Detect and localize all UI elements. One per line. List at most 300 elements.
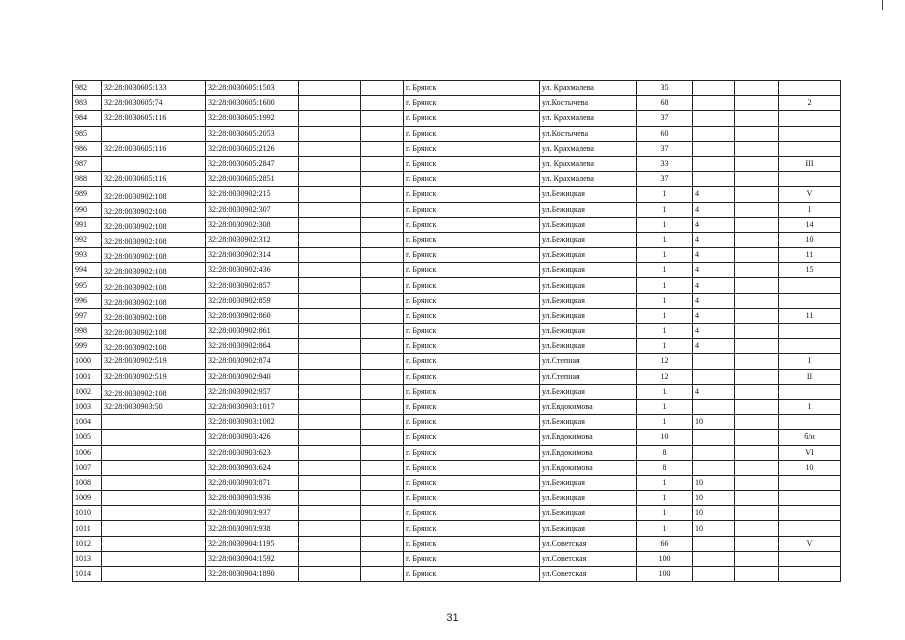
cadastral-block-cell [102,445,206,460]
row-number-cell: 982 [73,81,102,96]
table-row [73,445,841,460]
house-number-cell: 8 [637,460,693,475]
row-number-cell: 984 [73,111,102,126]
house-number-cell: 68 [637,96,693,111]
street-cell: ул.Евдокимова [540,460,637,475]
flat-cell [735,445,779,460]
street-cell: ул. Крахмалева [540,156,637,171]
building-cell: 4 [693,324,735,339]
table-row [73,96,841,111]
city-cell: г. Брянск [404,96,540,111]
cadastral-registry-table [72,80,841,582]
building-cell [693,445,735,460]
cadastral-object-cell: 32:28:0030902:859 [206,293,299,308]
row-number-cell: 1007 [73,460,102,475]
house-number-cell: 12 [637,354,693,369]
street-cell: ул.Степная [540,354,637,369]
empty-cell [299,202,361,217]
empty-cell [361,172,404,187]
street-cell: ул.Степная [540,369,637,384]
empty-cell [361,445,404,460]
cadastral-object-cell: 32:28:0030903:938 [206,521,299,536]
building-cell: 10 [693,521,735,536]
empty-cell [361,475,404,490]
row-number-cell: 990 [73,202,102,217]
table-row [73,263,841,278]
street-cell: ул.Евдокимова [540,399,637,414]
row-number-cell: 1014 [73,567,102,582]
city-cell: г. Брянск [404,232,540,247]
premises-cell: 11 [779,308,841,323]
cadastral-block-cell: 32:28:0030902:108 [102,232,206,247]
premises-cell: VI [779,445,841,460]
cadastral-object-cell: 32:28:0030605:1503 [206,81,299,96]
city-cell: г. Брянск [404,339,540,354]
building-cell [693,567,735,582]
city-cell: г. Брянск [404,187,540,202]
house-number-cell: 1 [637,415,693,430]
cadastral-block-cell [102,491,206,506]
cadastral-block-cell: 32:28:0030902:519 [102,354,206,369]
building-cell [693,172,735,187]
table-row [73,217,841,232]
cadastral-object-cell: 32:28:0030902:215 [206,187,299,202]
empty-cell [361,217,404,232]
house-number-cell: 1 [637,324,693,339]
row-number-cell: 999 [73,339,102,354]
street-cell: ул.Бежицкая [540,521,637,536]
empty-cell [299,141,361,156]
empty-cell [299,172,361,187]
empty-cell [299,536,361,551]
premises-cell [779,111,841,126]
building-cell: 4 [693,339,735,354]
cadastral-block-cell: 32:28:0030902:108 [102,293,206,308]
city-cell: г. Брянск [404,445,540,460]
flat-cell [735,96,779,111]
street-cell: ул.Бежицкая [540,202,637,217]
street-cell: ул.Бежицкая [540,506,637,521]
table-row [73,141,841,156]
city-cell: г. Брянск [404,521,540,536]
flat-cell [735,384,779,399]
city-cell: г. Брянск [404,567,540,582]
empty-cell [299,369,361,384]
house-number-cell: 1 [637,217,693,232]
city-cell: г. Брянск [404,369,540,384]
cadastral-block-cell [102,460,206,475]
flat-cell [735,248,779,263]
empty-cell [361,369,404,384]
flat-cell [735,506,779,521]
table-row [73,506,841,521]
row-number-cell: 988 [73,172,102,187]
empty-cell [361,96,404,111]
flat-cell [735,324,779,339]
building-cell: 4 [693,217,735,232]
cadastral-object-cell: 32:28:0030903:624 [206,460,299,475]
cadastral-block-cell: 32:28:0030903:50 [102,399,206,414]
empty-cell [299,232,361,247]
table-row [73,551,841,566]
street-cell: ул. Крахмалева [540,81,637,96]
house-number-cell: 10 [637,430,693,445]
table-row [73,111,841,126]
row-number-cell: 989 [73,187,102,202]
table-row [73,521,841,536]
cadastral-block-cell: 32:28:0030902:108 [102,248,206,263]
city-cell: г. Брянск [404,293,540,308]
cadastral-object-cell: 32:28:0030605:2851 [206,172,299,187]
city-cell: г. Брянск [404,248,540,263]
house-number-cell: 35 [637,81,693,96]
street-cell: ул.Бежицкая [540,217,637,232]
empty-cell [361,415,404,430]
empty-cell [361,491,404,506]
empty-cell [361,506,404,521]
street-cell: ул. Крахмалева [540,141,637,156]
row-number-cell: 987 [73,156,102,171]
street-cell: ул. Крахмалева [540,172,637,187]
flat-cell [735,141,779,156]
city-cell: г. Брянск [404,202,540,217]
cadastral-object-cell: 32:28:0030903:936 [206,491,299,506]
row-number-cell: 1006 [73,445,102,460]
empty-cell [361,430,404,445]
building-cell [693,126,735,141]
empty-cell [299,491,361,506]
street-cell: ул.Бежицкая [540,491,637,506]
row-number-cell: 998 [73,324,102,339]
table-row [73,202,841,217]
building-cell [693,399,735,414]
house-number-cell: 1 [637,293,693,308]
city-cell: г. Брянск [404,278,540,293]
house-number-cell: 1 [637,248,693,263]
flat-cell [735,278,779,293]
street-cell: ул.Бежицкая [540,187,637,202]
flat-cell [735,232,779,247]
cadastral-object-cell: 32:28:0030902:957 [206,384,299,399]
empty-cell [361,339,404,354]
flat-cell [735,217,779,232]
empty-cell [361,324,404,339]
house-number-cell: 100 [637,567,693,582]
building-cell [693,96,735,111]
cadastral-block-cell: 32:28:0030902:108 [102,278,206,293]
empty-cell [361,308,404,323]
cadastral-block-cell: 32:28:0030902:108 [102,308,206,323]
cadastral-block-cell: 32:28:0030902:519 [102,369,206,384]
cadastral-object-cell: 32:28:0030605:2847 [206,156,299,171]
table-row [73,460,841,475]
table-row [73,187,841,202]
city-cell: г. Брянск [404,81,540,96]
table-row [73,232,841,247]
empty-cell [299,430,361,445]
cadastral-block-cell [102,156,206,171]
flat-cell [735,521,779,536]
cadastral-object-cell: 32:28:0030605:1992 [206,111,299,126]
cadastral-object-cell: 32:28:0030903:1017 [206,399,299,414]
flat-cell [735,460,779,475]
premises-cell [779,551,841,566]
table-row [73,399,841,414]
city-cell: г. Брянск [404,551,540,566]
building-cell [693,460,735,475]
cadastral-object-cell: 32:28:0030902:857 [206,278,299,293]
flat-cell [735,551,779,566]
table-row [73,384,841,399]
cadastral-object-cell: 32:28:0030903:426 [206,430,299,445]
empty-cell [361,521,404,536]
row-number-cell: 1000 [73,354,102,369]
cadastral-block-cell: 32:28:0030902:108 [102,202,206,217]
registry-table-body [73,81,841,582]
building-cell: 4 [693,202,735,217]
flat-cell [735,263,779,278]
row-number-cell: 1009 [73,491,102,506]
cadastral-object-cell: 32:28:0030903:623 [206,445,299,460]
empty-cell [299,567,361,582]
house-number-cell: 37 [637,111,693,126]
empty-cell [361,187,404,202]
street-cell: ул.Советская [540,551,637,566]
cadastral-block-cell: 32:28:0030605:74 [102,96,206,111]
building-cell [693,536,735,551]
city-cell: г. Брянск [404,156,540,171]
empty-cell [361,399,404,414]
empty-cell [299,111,361,126]
empty-cell [299,96,361,111]
flat-cell [735,293,779,308]
flat-cell [735,415,779,430]
cadastral-block-cell: 32:28:0030605:116 [102,111,206,126]
flat-cell [735,308,779,323]
table-row [73,475,841,490]
city-cell: г. Брянск [404,491,540,506]
premises-cell [779,384,841,399]
building-cell [693,81,735,96]
empty-cell [299,384,361,399]
house-number-cell: 37 [637,172,693,187]
cadastral-block-cell: 32:28:0030902:108 [102,263,206,278]
empty-cell [299,551,361,566]
cadastral-block-cell: 32:28:0030605:116 [102,141,206,156]
street-cell: ул.Бежицкая [540,339,637,354]
building-cell: 10 [693,475,735,490]
empty-cell [361,232,404,247]
row-number-cell: 996 [73,293,102,308]
house-number-cell: 8 [637,445,693,460]
street-cell: ул.Бежицкая [540,308,637,323]
city-cell: г. Брянск [404,308,540,323]
premises-cell [779,567,841,582]
empty-cell [299,126,361,141]
premises-cell: I [779,202,841,217]
row-number-cell: 983 [73,96,102,111]
empty-cell [299,415,361,430]
flat-cell [735,491,779,506]
empty-cell [361,278,404,293]
street-cell: ул.Советская [540,536,637,551]
flat-cell [735,202,779,217]
building-cell [693,551,735,566]
cadastral-block-cell [102,567,206,582]
city-cell: г. Брянск [404,141,540,156]
building-cell [693,156,735,171]
street-cell: ул.Бежицкая [540,248,637,263]
empty-cell [361,156,404,171]
city-cell: г. Брянск [404,172,540,187]
cadastral-object-cell: 32:28:0030902:436 [206,263,299,278]
premises-cell [779,521,841,536]
cadastral-block-cell [102,521,206,536]
cadastral-object-cell: 32:28:0030902:874 [206,354,299,369]
premises-cell [779,126,841,141]
street-cell: ул.Костычева [540,96,637,111]
city-cell: г. Брянск [404,126,540,141]
premises-cell: V [779,187,841,202]
house-number-cell: 12 [637,369,693,384]
house-number-cell: 1 [637,399,693,414]
table-row [73,293,841,308]
building-cell: 4 [693,293,735,308]
empty-cell [299,506,361,521]
empty-cell [361,81,404,96]
scan-edge-mark [882,0,883,10]
cadastral-block-cell: 32:28:0030902:108 [102,339,206,354]
row-number-cell: 1011 [73,521,102,536]
house-number-cell: 1 [637,187,693,202]
row-number-cell: 1002 [73,384,102,399]
empty-cell [361,536,404,551]
house-number-cell: 37 [637,141,693,156]
premises-cell: 11 [779,248,841,263]
cadastral-object-cell: 32:28:0030605:1600 [206,96,299,111]
building-cell: 4 [693,263,735,278]
cadastral-object-cell: 32:28:0030902:312 [206,232,299,247]
empty-cell [361,202,404,217]
table-row [73,567,841,582]
house-number-cell: 1 [637,339,693,354]
city-cell: г. Брянск [404,475,540,490]
row-number-cell: 1003 [73,399,102,414]
row-number-cell: 991 [73,217,102,232]
cadastral-object-cell: 32:28:0030904:1195 [206,536,299,551]
house-number-cell: 1 [637,202,693,217]
premises-cell: V [779,536,841,551]
premises-cell [779,172,841,187]
cadastral-object-cell: 32:28:0030903:937 [206,506,299,521]
cadastral-block-cell: 32:28:0030902:108 [102,384,206,399]
cadastral-object-cell: 32:28:0030605:2053 [206,126,299,141]
empty-cell [299,308,361,323]
house-number-cell: 1 [637,521,693,536]
premises-cell [779,415,841,430]
building-cell: 4 [693,232,735,247]
empty-cell [299,156,361,171]
city-cell: г. Брянск [404,111,540,126]
flat-cell [735,156,779,171]
premises-cell [779,81,841,96]
flat-cell [735,81,779,96]
premises-cell [779,278,841,293]
house-number-cell: 1 [637,308,693,323]
flat-cell [735,354,779,369]
building-cell: 10 [693,506,735,521]
building-cell [693,141,735,156]
house-number-cell: 100 [637,551,693,566]
cadastral-block-cell: 32:28:0030605:116 [102,172,206,187]
cadastral-object-cell: 32:28:0030902:864 [206,339,299,354]
house-number-cell: 1 [637,475,693,490]
empty-cell [299,475,361,490]
flat-cell [735,475,779,490]
premises-cell: 10 [779,232,841,247]
premises-cell [779,324,841,339]
row-number-cell: 997 [73,308,102,323]
empty-cell [361,293,404,308]
row-number-cell: 1010 [73,506,102,521]
empty-cell [361,111,404,126]
empty-cell [299,460,361,475]
empty-cell [361,248,404,263]
city-cell: г. Брянск [404,506,540,521]
house-number-cell: 1 [637,232,693,247]
building-cell [693,369,735,384]
flat-cell [735,172,779,187]
empty-cell [361,354,404,369]
table-row [73,81,841,96]
cadastral-object-cell: 32:28:0030902:308 [206,217,299,232]
cadastral-object-cell: 32:28:0030903:1082 [206,415,299,430]
street-cell: ул.Бежицкая [540,475,637,490]
building-cell [693,430,735,445]
street-cell: ул.Бежицкая [540,293,637,308]
building-cell: 4 [693,187,735,202]
cadastral-block-cell [102,415,206,430]
cadastral-block-cell [102,551,206,566]
empty-cell [299,263,361,278]
building-cell: 4 [693,384,735,399]
house-number-cell: 66 [637,536,693,551]
premises-cell [779,491,841,506]
street-cell: ул.Костычева [540,126,637,141]
building-cell: 4 [693,278,735,293]
cadastral-object-cell: 32:28:0030902:861 [206,324,299,339]
row-number-cell: 1012 [73,536,102,551]
table-row [73,308,841,323]
empty-cell [299,81,361,96]
house-number-cell: 1 [637,491,693,506]
flat-cell [735,430,779,445]
premises-cell: 15 [779,263,841,278]
row-number-cell: 993 [73,248,102,263]
row-number-cell: 1005 [73,430,102,445]
cadastral-object-cell: 32:28:0030904:1890 [206,567,299,582]
empty-cell [299,354,361,369]
row-number-cell: 1001 [73,369,102,384]
empty-cell [361,384,404,399]
cadastral-block-cell: 32:28:0030902:108 [102,187,206,202]
flat-cell [735,339,779,354]
city-cell: г. Брянск [404,217,540,232]
building-cell: 4 [693,248,735,263]
empty-cell [299,324,361,339]
building-cell: 4 [693,308,735,323]
cadastral-block-cell: 32:28:0030902:108 [102,324,206,339]
